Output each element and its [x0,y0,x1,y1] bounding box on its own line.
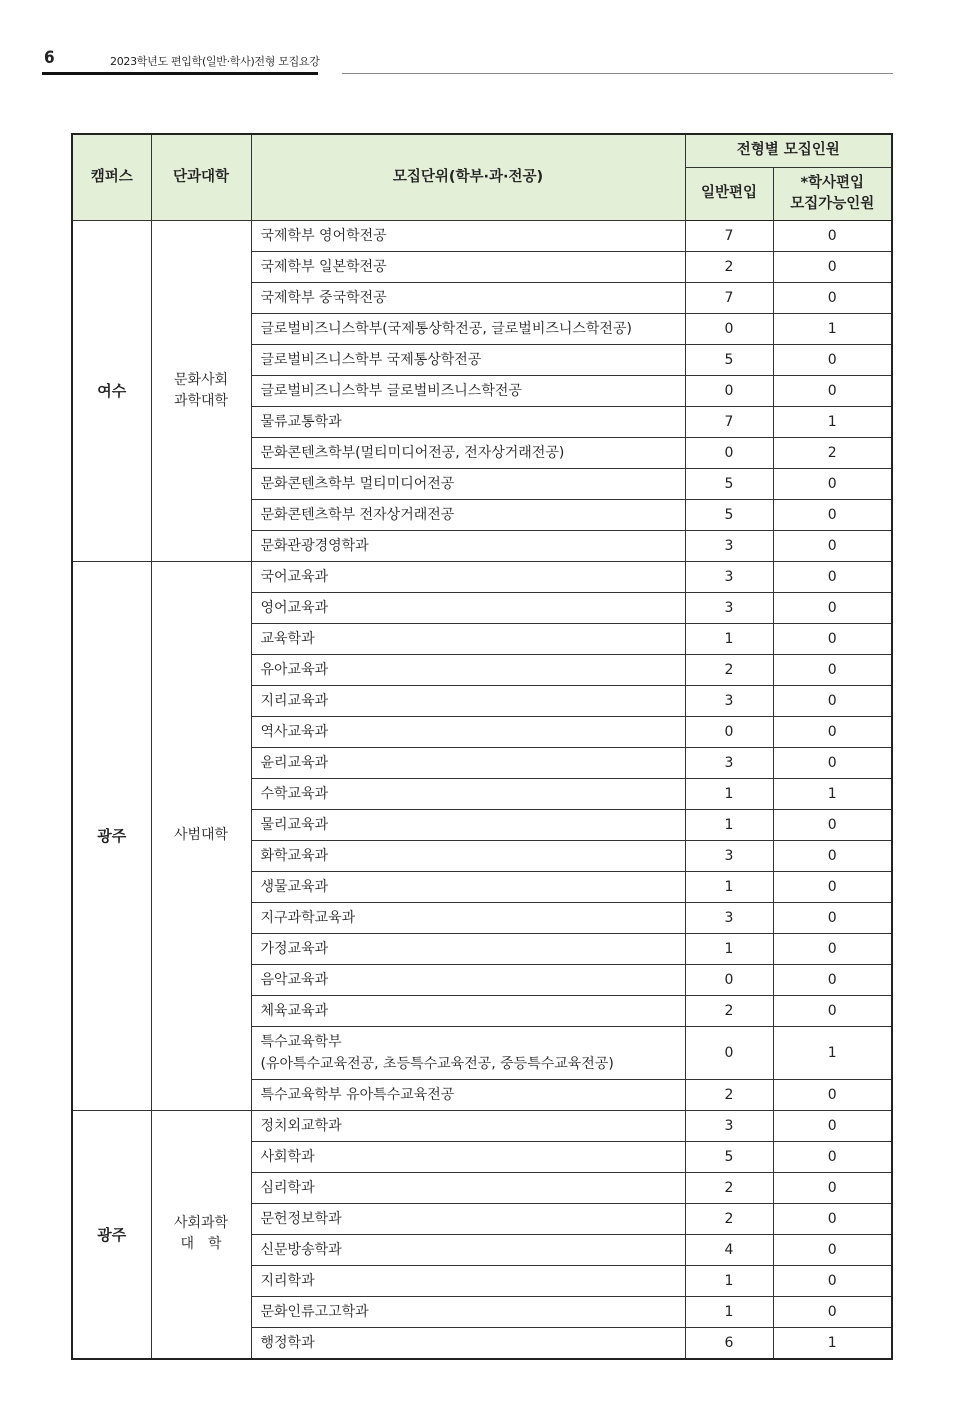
general-transfer-count: 5 [685,499,773,530]
unit-name: 글로벌비즈니스학부(국제통상학전공, 글로벌비즈니스학전공) [260,320,632,337]
general-transfer-count: 0 [685,437,773,468]
general-transfer-count: 2 [685,1079,773,1110]
table-row [72,220,892,251]
bachelor-transfer-count: 0 [773,747,892,778]
unit-name: 체육교육과 [260,1002,329,1019]
general-transfer-count: 7 [685,282,773,313]
unit-cell [251,282,685,313]
bachelor-transfer-count: 0 [773,1079,892,1110]
unit-name: 유아교육과 [260,661,329,678]
unit-cell [251,1327,685,1359]
header-college: 단과대학 [151,134,251,220]
header-rule-thin [342,73,893,74]
general-transfer-count: 1 [685,809,773,840]
bachelor-transfer-count: 0 [773,1110,892,1141]
unit-cell [251,1296,685,1327]
general-transfer-count: 3 [685,530,773,561]
college-name-line: 사범대학 [173,827,229,843]
header-bachelor-transfer [773,167,892,220]
general-transfer-count: 0 [685,964,773,995]
general-transfer-count: 1 [685,1296,773,1327]
bachelor-transfer-count: 0 [773,499,892,530]
unit-cell [251,592,685,623]
unit-name-line2: (유아특수교육전공, 초등특수교육전공, 중등특수교육전공) [260,1055,614,1072]
bachelor-transfer-count: 0 [773,1296,892,1327]
unit-name: 심리학과 [260,1179,315,1196]
unit-cell [251,964,685,995]
table-body [72,220,892,1359]
bachelor-transfer-count: 0 [773,468,892,499]
unit-cell [251,406,685,437]
unit-name: 국제학부 영어학전공 [260,227,387,244]
unit-cell [251,1265,685,1296]
unit-name: 화학교육과 [260,847,329,864]
college-cell [151,1110,251,1359]
bachelor-transfer-count: 0 [773,375,892,406]
header-rule-thick [42,72,318,75]
unit-cell [251,654,685,685]
unit-cell [251,685,685,716]
campus-cell: 광주 [72,1110,151,1359]
unit-name: 가정교육과 [260,940,329,957]
bachelor-transfer-count: 0 [773,1234,892,1265]
unit-name: 특수교육학부 [260,1033,342,1050]
campus-cell: 광주 [72,561,151,1110]
unit-name: 지구과학교육과 [260,909,356,926]
unit-cell [251,530,685,561]
unit-name: 역사교육과 [260,723,329,740]
unit-cell [251,1172,685,1203]
general-transfer-count: 7 [685,220,773,251]
bachelor-transfer-count: 0 [773,1203,892,1234]
college-name-line: 대 학 [180,1236,222,1252]
bachelor-transfer-count: 0 [773,840,892,871]
unit-name: 수학교육과 [260,785,329,802]
bachelor-transfer-count: 0 [773,902,892,933]
unit-name: 문화콘텐츠학부 전자상거래전공 [260,506,455,523]
bachelor-transfer-count: 0 [773,716,892,747]
unit-name: 신문방송학과 [260,1241,342,1258]
unit-name: 물류교통학과 [260,413,342,430]
unit-cell [251,809,685,840]
unit-name: 국제학부 일본학전공 [260,258,387,275]
unit-cell [251,344,685,375]
general-transfer-count: 4 [685,1234,773,1265]
unit-cell [251,1203,685,1234]
bachelor-transfer-count: 0 [773,964,892,995]
unit-name: 행정학과 [260,1334,315,1351]
college-cell [151,561,251,1110]
bachelor-transfer-count: 0 [773,623,892,654]
general-transfer-count: 1 [685,871,773,902]
unit-cell [251,1026,685,1079]
unit-cell [251,716,685,747]
general-transfer-count: 3 [685,902,773,933]
general-transfer-count: 3 [685,1110,773,1141]
bachelor-transfer-count: 1 [773,1026,892,1079]
header-bachelor-line1: *학사편입 [800,174,865,191]
general-transfer-count: 3 [685,685,773,716]
bachelor-transfer-count: 0 [773,654,892,685]
general-transfer-count: 6 [685,1327,773,1359]
bachelor-transfer-count: 0 [773,561,892,592]
unit-name: 교육학과 [260,630,315,647]
general-transfer-count: 1 [685,1265,773,1296]
unit-name: 윤리교육과 [260,754,329,771]
general-transfer-count: 5 [685,344,773,375]
unit-name: 문화콘텐츠학부 멀티미디어전공 [260,475,455,492]
general-transfer-count: 1 [685,623,773,654]
unit-cell [251,1141,685,1172]
college-name-line: 사회과학 [173,1215,229,1231]
unit-cell [251,1110,685,1141]
unit-cell [251,561,685,592]
unit-name: 문화관광경영학과 [260,537,369,554]
unit-cell [251,375,685,406]
unit-cell [251,220,685,251]
bachelor-transfer-count: 0 [773,282,892,313]
general-transfer-count: 2 [685,1172,773,1203]
general-transfer-count: 2 [685,251,773,282]
unit-cell [251,1079,685,1110]
unit-name: 글로벌비즈니스학부 글로벌비즈니스학전공 [260,382,522,399]
general-transfer-count: 3 [685,747,773,778]
unit-name: 지리교육과 [260,692,329,709]
unit-cell [251,747,685,778]
bachelor-transfer-count: 1 [773,778,892,809]
bachelor-transfer-count: 0 [773,251,892,282]
general-transfer-count: 0 [685,1026,773,1079]
unit-name: 지리학과 [260,1272,315,1289]
unit-cell [251,902,685,933]
unit-cell [251,840,685,871]
campus-cell: 여수 [72,220,151,561]
unit-name: 문화콘텐츠학부(멀티미디어전공, 전자상거래전공) [260,444,565,461]
unit-name: 특수교육학부 유아특수교육전공 [260,1086,455,1103]
general-transfer-count: 2 [685,1203,773,1234]
bachelor-transfer-count: 0 [773,1265,892,1296]
general-transfer-count: 0 [685,313,773,344]
bachelor-transfer-count: 1 [773,1327,892,1359]
unit-cell [251,437,685,468]
running-title: 2023학년도 편입학(일반·학사)전형 모집요강 [110,55,320,68]
unit-name: 음악교육과 [260,971,329,988]
bachelor-transfer-count: 0 [773,592,892,623]
table-row [72,1110,892,1141]
general-transfer-count: 0 [685,375,773,406]
general-transfer-count: 1 [685,933,773,964]
unit-cell [251,1234,685,1265]
unit-name: 문화인류고고학과 [260,1303,369,1320]
unit-name: 생물교육과 [260,878,329,895]
unit-cell [251,251,685,282]
unit-name: 국제학부 중국학전공 [260,289,387,306]
bachelor-transfer-count: 0 [773,995,892,1026]
unit-cell [251,468,685,499]
general-transfer-count: 2 [685,995,773,1026]
bachelor-transfer-count: 0 [773,344,892,375]
general-transfer-count: 5 [685,468,773,499]
header-bachelor-line2: 모집가능인원 [790,195,875,212]
bachelor-transfer-count: 0 [773,530,892,561]
bachelor-transfer-count: 1 [773,313,892,344]
unit-cell [251,623,685,654]
bachelor-transfer-count: 0 [773,871,892,902]
general-transfer-count: 3 [685,592,773,623]
general-transfer-count: 5 [685,1141,773,1172]
general-transfer-count: 0 [685,716,773,747]
unit-name: 문헌정보학과 [260,1210,342,1227]
unit-cell [251,313,685,344]
table-row [72,561,892,592]
unit-name: 글로벌비즈니스학부 국제통상학전공 [260,351,482,368]
general-transfer-count: 3 [685,561,773,592]
bachelor-transfer-count: 0 [773,685,892,716]
unit-cell [251,499,685,530]
unit-name: 국어교육과 [260,568,329,585]
general-transfer-count: 1 [685,778,773,809]
general-transfer-count: 3 [685,840,773,871]
unit-cell [251,871,685,902]
header-unit: 모집단위(학부·과·전공) [251,134,685,220]
header-general-transfer: 일반편입 [685,167,773,220]
bachelor-transfer-count: 0 [773,1141,892,1172]
college-name-line: 과학대학 [173,392,229,409]
header-campus: 캠퍼스 [72,134,151,220]
unit-cell [251,995,685,1026]
unit-cell [251,778,685,809]
unit-name: 사회학과 [260,1148,315,1165]
unit-name: 정치외교학과 [260,1117,342,1134]
general-transfer-count: 2 [685,654,773,685]
bachelor-transfer-count: 0 [773,220,892,251]
unit-name: 영어교육과 [260,599,329,616]
general-transfer-count: 7 [685,406,773,437]
page-number: 6 [44,48,55,68]
bachelor-transfer-count: 2 [773,437,892,468]
college-cell [151,220,251,561]
unit-name: 물리교육과 [260,816,329,833]
bachelor-transfer-count: 0 [773,933,892,964]
unit-cell [251,933,685,964]
header-quota-group: 전형별 모집인원 [685,134,892,167]
college-name-line: 문화사회 [173,371,229,388]
bachelor-transfer-count: 0 [773,809,892,840]
bachelor-transfer-count: 1 [773,406,892,437]
recruitment-table [71,133,893,1360]
bachelor-transfer-count: 0 [773,1172,892,1203]
